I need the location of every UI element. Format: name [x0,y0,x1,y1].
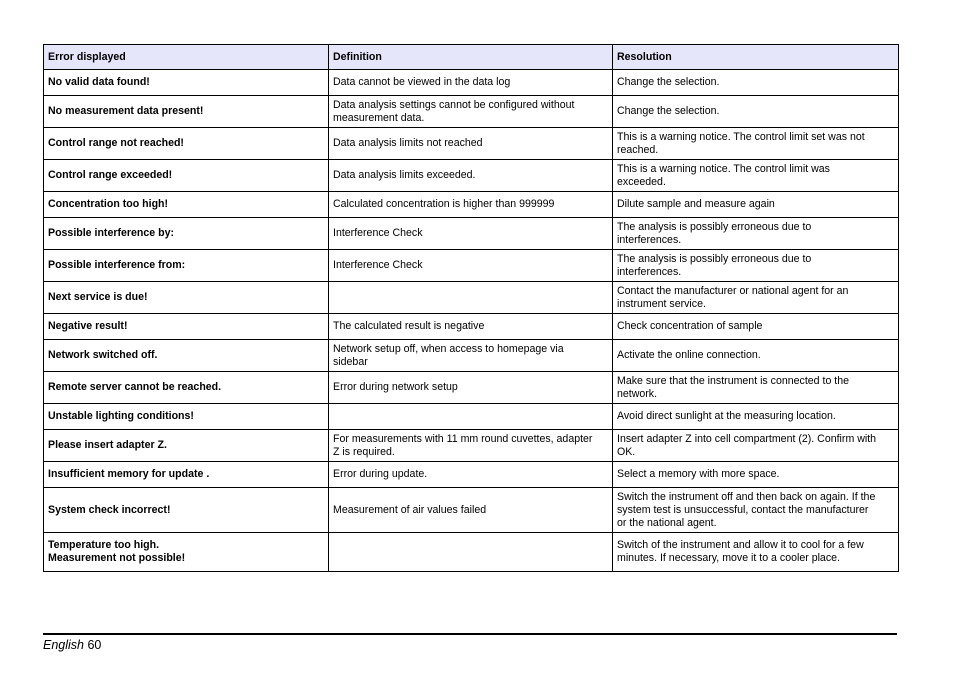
table-row [44,404,899,430]
table-row [44,128,899,160]
error-cell [44,340,329,372]
definition-cell-text: Interference Check [333,259,423,271]
error-cell-text: Possible interference by: [48,227,174,239]
table-row [44,250,899,282]
definition-cell [329,340,613,372]
table-row [44,372,899,404]
definition-cell [329,430,613,462]
definition-cell [329,488,613,533]
error-cell-text: Please insert adapter Z. [48,439,167,451]
error-cell-text: Control range exceeded! [48,169,173,181]
header-resolution: Resolution [613,45,899,70]
table-row [44,488,899,533]
resolution-cell [613,404,899,430]
definition-cell-text: Data analysis settings cannot be configured without measurement data. [333,98,575,124]
table-row [44,282,899,314]
error-cell-text: Network switched off. [48,349,158,361]
resolution-cell-text: Insert adapter Z into cell compartment (2). Confirm with OK. [617,432,877,458]
resolution-cell [613,533,899,572]
definition-cell-text: Network setup off, when access to homepage via sidebar [333,342,564,368]
table-row [44,96,899,128]
resolution-cell-text: Select a memory with more space. [617,468,780,480]
error-cell-text: Unstable lighting conditions! [48,410,194,422]
resolution-cell [613,218,899,250]
error-cell-text: Concentration too high! [48,198,169,210]
error-cell [44,128,329,160]
resolution-cell [613,96,899,128]
error-cell [44,96,329,128]
error-cell [44,250,329,282]
resolution-cell-text: Switch of the instrument and allow it to cool for a few minutes. If necessary, move it to a cooler place. [617,539,864,564]
error-cell-text: No measurement data present! [48,105,204,117]
resolution-cell-text: Change the selection. [617,76,720,88]
definition-cell [329,70,613,96]
table-row [44,430,899,462]
table-row [44,340,899,372]
definition-cell [329,128,613,160]
error-cell [44,218,329,250]
error-cell [44,462,329,488]
definition-cell [329,160,613,192]
error-cell [44,430,329,462]
error-cell-text: Next service is due! [48,291,148,303]
resolution-cell-text: Make sure that the instrument is connected to the network. [617,374,850,400]
error-cell [44,404,329,430]
resolution-cell-text: Check concentration of sample [617,320,763,332]
page-footer [43,638,101,653]
definition-cell-text: Measurement of air values failed [333,503,487,516]
error-messages-table [43,44,899,572]
definition-cell [329,218,613,250]
error-cell [44,70,329,96]
definition-cell-text: Error during update. [333,468,428,480]
error-cell-text: Remote server cannot be reached. [48,381,222,393]
footer-page-number: 60 [87,638,102,652]
header-error-displayed: Error displayed [44,45,329,70]
error-cell [44,192,329,218]
definition-cell [329,404,613,430]
resolution-cell [613,250,899,282]
resolution-cell-text: Switch the instrument off and then back on again. If the system test is unsuccessful, contact the manufacturer or the national agent. [617,490,876,529]
table-row [44,160,899,192]
resolution-cell [613,340,899,372]
definition-cell [329,96,613,128]
resolution-cell [613,488,899,533]
resolution-cell-text: The analysis is possibly erroneous due to interferences. [617,252,812,278]
error-cell-text: No valid data found! [48,76,150,88]
error-cell-text: Temperature too high. Measurement not possible! [48,539,186,564]
resolution-cell [613,430,899,462]
table-body [44,70,899,572]
resolution-cell [613,462,899,488]
resolution-cell [613,160,899,192]
error-cell [44,533,329,572]
resolution-cell-text: Avoid direct sunlight at the measuring location. [617,410,836,422]
error-cell [44,160,329,192]
resolution-cell-text: Dilute sample and measure again [617,198,775,210]
definition-cell [329,372,613,404]
resolution-cell [613,70,899,96]
resolution-cell [613,192,899,218]
definition-cell-text: Data analysis limits exceeded. [333,169,476,181]
table-row [44,192,899,218]
resolution-cell [613,282,899,314]
error-cell [44,488,329,533]
error-cell-text: Insufficient memory for update . [48,468,210,480]
definition-cell-text: Data analysis limits not reached [333,137,483,149]
table-row [44,70,899,96]
resolution-cell-text: The analysis is possibly erroneous due to interferences. [617,220,812,246]
resolution-cell-text: This is a warning notice. The control limit set was not reached. [617,130,865,156]
definition-cell-text: Error during network setup [333,381,458,393]
resolution-cell [613,314,899,340]
resolution-cell-text: This is a warning notice. The control limit was exceeded. [617,162,830,188]
definition-cell [329,462,613,488]
error-cell-text: Negative result! [48,320,128,332]
definition-cell-text: Calculated concentration is higher than 999999 [333,198,555,210]
table-header [44,45,899,70]
definition-cell-text: For measurements with 11 mm round cuvettes, adapter Z is required. [333,432,593,458]
definition-cell [329,282,613,314]
resolution-cell-text: Activate the online connection. [617,349,761,361]
footer-rule [43,633,897,635]
error-cell-text: System check incorrect! [48,503,171,516]
resolution-cell [613,128,899,160]
table-header-row [44,45,899,70]
table-row [44,462,899,488]
error-cell-text: Possible interference from: [48,259,186,271]
table-row [44,533,899,572]
footer-language: English [43,638,84,652]
resolution-cell [613,372,899,404]
error-cell [44,372,329,404]
definition-cell [329,533,613,572]
definition-cell [329,314,613,340]
definition-cell-text: The calculated result is negative [333,320,485,332]
resolution-cell-text: Change the selection. [617,105,720,117]
table-row [44,218,899,250]
definition-cell [329,192,613,218]
definition-cell-text: Data cannot be viewed in the data log [333,76,511,88]
definition-cell [329,250,613,282]
header-definition: Definition [329,45,613,70]
error-cell-text: Control range not reached! [48,137,184,149]
resolution-cell-text: Contact the manufacturer or national agent for an instrument service. [617,284,849,310]
error-cell [44,314,329,340]
definition-cell-text: Interference Check [333,227,423,239]
table-row [44,314,899,340]
error-cell [44,282,329,314]
